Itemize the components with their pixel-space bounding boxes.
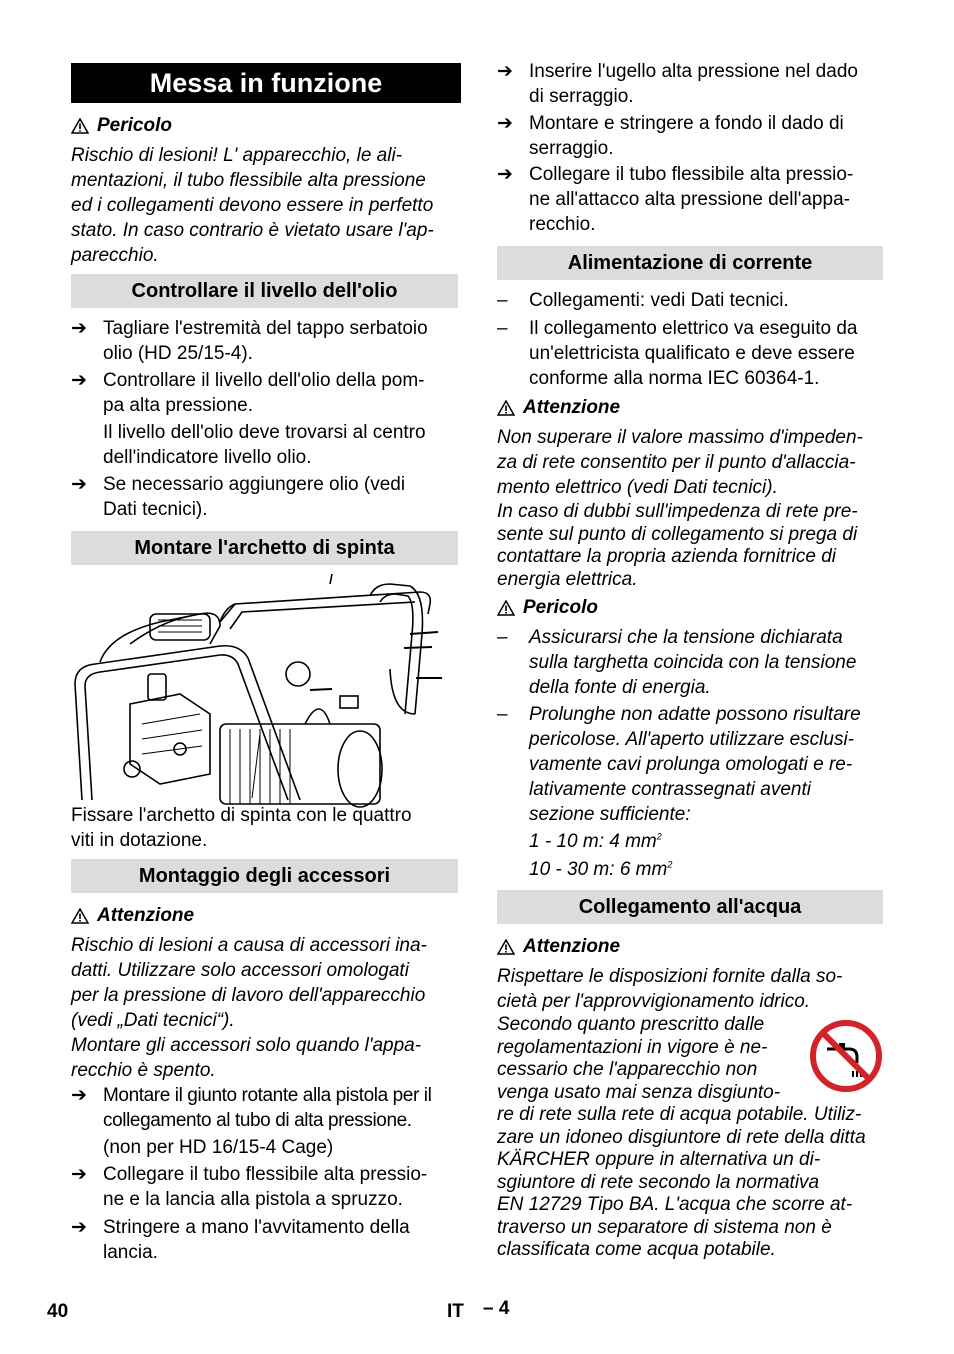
section-title: Messa in funzione (71, 63, 461, 103)
handle-heading: Montare l'archetto di spinta (71, 531, 458, 565)
step-text: Montare il giunto rotante alla pistola per il collegamento al tubo di alta pressione. (103, 1085, 432, 1131)
step-item (497, 111, 892, 161)
dash-bullet: – (497, 627, 508, 648)
step-text: Stringere a mano l'avvitamento della lancia. (103, 1217, 410, 1263)
dash-bullet: – (497, 318, 508, 339)
step-item (497, 162, 892, 237)
list-item (497, 702, 892, 827)
step-item (71, 368, 466, 418)
arrow-right-icon: ➔ (71, 1164, 87, 1185)
warning-text: Rispettare le disposizioni fornite dalla so- cietà per l'approvvigionamento idrico. (497, 966, 843, 1012)
step-item (71, 472, 466, 522)
warning-pericolo-2 (497, 595, 598, 620)
step-text: Collegare il tubo flessibile alta pressio- ne e la lancia alla pistola a spruzzo. (103, 1164, 428, 1210)
step-item (497, 59, 892, 109)
warning-triangle-icon (497, 939, 515, 955)
power-heading: Alimentazione di corrente (497, 246, 883, 280)
warning-attenzione-3 (497, 934, 620, 959)
warning-triangle-icon (71, 908, 89, 924)
cable-spec-1: 1 - 10 m: 4 $mm^2$ (529, 831, 662, 852)
step-text: Controllare il livello dell'olio della pom- pa alta pressione. (103, 370, 425, 416)
step-text: Tagliare l'estremità del tappo serbatoio olio (HD 25/15-4). (103, 318, 428, 364)
warning-label: Attenzione (97, 905, 195, 926)
arrow-right-icon: ➔ (497, 61, 513, 82)
accessories-heading: Montaggio degli accessori (71, 859, 458, 893)
step-item (71, 1215, 466, 1265)
list-item (497, 316, 892, 391)
pressure-washer-illustration (70, 574, 460, 810)
oil-heading: Controllare il livello dell'olio (71, 274, 458, 308)
list-item (497, 625, 892, 700)
section-page-number: – 4 (483, 1298, 510, 1319)
warning-text: Rischio di lesioni! L' apparecchio, le ali- mentazioni, il tubo flessibile alta pressione ed i collegamenti devono essere in perfetto stato. In caso contrario è vietato usare l'ap- parecchio. (71, 145, 434, 266)
warning-label: Pericolo (97, 115, 172, 136)
warning-triangle-icon (497, 400, 515, 416)
arrow-right-icon: ➔ (71, 370, 87, 391)
step-item (71, 316, 466, 366)
step-text: Montare e stringere a fondo il dado di serraggio. (529, 113, 844, 159)
warning-label: Attenzione (523, 936, 621, 957)
warning-text-2: In caso di dubbi sull'impedenza di rete pre- sente sul punto di collegamento si prega di contattare la propria azienda fornitrice di energia elettrica. (497, 501, 858, 590)
warning-pericolo-1 (71, 113, 172, 138)
dash-bullet: – (497, 290, 508, 311)
handle-text: Fissare l'archetto di spinta con le quattro viti in dotazione. (71, 805, 412, 851)
warning-label: Attenzione (523, 397, 621, 418)
warning-label: Pericolo (523, 597, 598, 618)
warning-text: Rischio di lesioni a causa di accessori ina- datti. Utilizzare solo accessori omologati per la pressione di lavoro dell'apparecchio (vedi „Dati tecnici“). Montare gli accessori solo quando l'appa- recchio è spento. (71, 935, 427, 1081)
water-text-b: re di rete sulla rete di acqua potabile. Utiliz- zare un idoneo disgiuntore di rete della ditta KÄRCHER oppure in alternativa un di- sgiuntore di rete secondo la normativa EN 12729 Tipo BA. L'acqua che scorre at- traverso un separatore di sistema non è classificata come acqua potabile. (497, 1104, 866, 1260)
arrow-right-icon: ➔ (497, 164, 513, 185)
step-text: Inserire l'ugello alta pressione nel dado di serraggio. (529, 61, 858, 107)
page-number: 40 (47, 1301, 69, 1322)
step-item (71, 1083, 466, 1133)
water-heading: Collegamento all'acqua (497, 890, 883, 924)
list-text: Prolunghe non adatte possono risultare pericolose. All'aperto utilizzare esclusi- vamente cavi prolunga omologati e re- lativamente contrassegnati aventi sezione sufficiente: (529, 704, 861, 825)
cable-spec-2: 10 - 30 m: 6 $mm^2$ (529, 859, 673, 880)
no-drinking-water-icon (809, 1019, 883, 1093)
step-text: Collegare il tubo flessibile alta pressio- ne all'attacco alta pressione dell'appa- recchio. (529, 164, 854, 235)
warning-attenzione-2 (497, 395, 620, 420)
oil-note: Il livello dell'olio deve trovarsi al centro dell'indicatore livello olio. (103, 422, 426, 468)
list-text: Assicurarsi che la tensione dichiarata sulla targhetta coincida con la tensione della fonte di energia. (529, 627, 857, 698)
arrow-right-icon: ➔ (71, 474, 87, 495)
list-item (497, 288, 892, 313)
list-text: Il collegamento elettrico va eseguito da un'elettricista qualificato e deve essere conforme alla norma IEC 60364-1. (529, 318, 858, 389)
warning-triangle-icon (71, 118, 89, 134)
accessories-note: (non per HD 16/15-4 Cage) (103, 1137, 334, 1158)
language-code: IT (447, 1301, 464, 1322)
arrow-right-icon: ➔ (71, 1085, 87, 1106)
list-text: Collegamenti: vedi Dati tecnici. (529, 290, 789, 311)
warning-text: Non superare il valore massimo d'impeden- za di rete consentito per il punto d'allaccia- mento elettrico (vedi Dati tecnici). (497, 427, 863, 498)
step-text: Se necessario aggiungere olio (vedi Dati tecnici). (103, 474, 406, 520)
step-item (71, 1162, 466, 1212)
arrow-right-icon: ➔ (71, 318, 87, 339)
arrow-right-icon: ➔ (497, 113, 513, 134)
warning-attenzione-1 (71, 903, 194, 928)
arrow-right-icon: ➔ (71, 1217, 87, 1238)
dash-bullet: – (497, 704, 508, 725)
warning-triangle-icon (497, 600, 515, 616)
water-text-a: Secondo quanto prescritto dalle regolamentazioni in vigore è ne- cessario che l'apparecchio non venga usato mai senza disgiunto- (497, 1014, 781, 1103)
